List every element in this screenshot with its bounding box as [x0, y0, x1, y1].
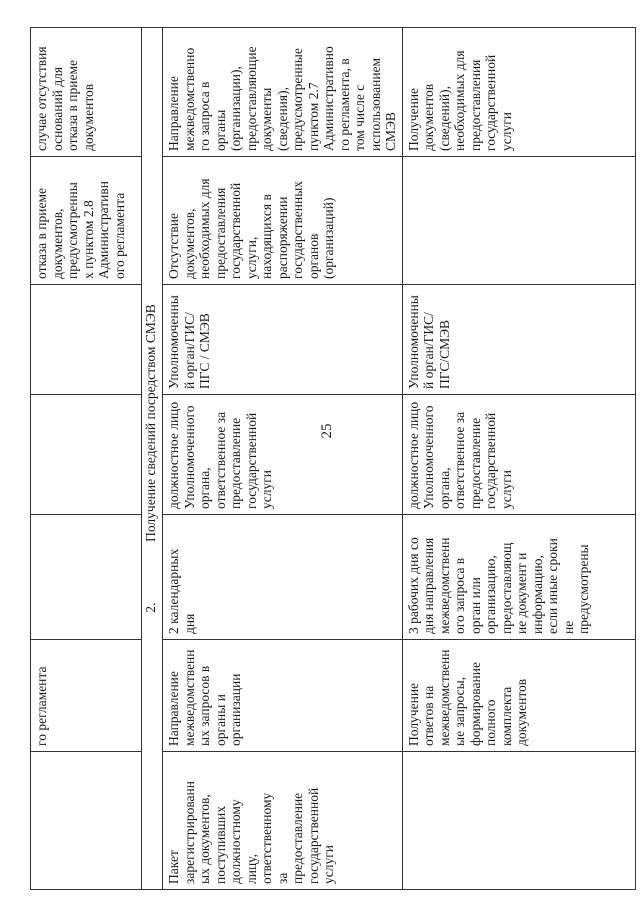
table-row [402, 28, 635, 890]
table-cell: отказа в приеме документов, предусмотренны х пунктом 2.8 Административн ого регламента [31, 157, 142, 285]
table-cell: 3 рабочих дня со дня направления межведомственн ого запроса в орган или организацию, предоставляющ ие документ и информацию, если иные сроки не предусмотрены [402, 515, 635, 640]
section-header [142, 28, 163, 890]
table-cell: Отсутствие документов, необходимых для предоставления государственной услуги, находящихся в распоряжении государственных органов (организаций) [163, 157, 403, 285]
procedure-table [30, 27, 636, 890]
table-cell: Направление межведомственно го запроса в органы (организации), предоставляющие документы (сведения), предусмотренные пунктом 2.7 Административно го регламента, в том числе с использованием СМЭВ [163, 28, 403, 157]
table-cell [402, 157, 635, 285]
section-number: 2. [143, 602, 158, 613]
section-title: Получение сведений посредством СМЭВ [143, 304, 158, 542]
section-header-row [142, 28, 163, 890]
table-row [31, 28, 142, 890]
rotated-table-frame [30, 28, 610, 890]
table-cell: должностное лицо Уполномоченного органа, ответственное за предоставление государственной услуги [402, 395, 635, 515]
table-cell: Направление межведомственн ых запросов в органы и организации [163, 640, 403, 752]
page-number: 25 [319, 423, 335, 439]
table-cell [31, 515, 142, 640]
table-cell [31, 395, 142, 515]
table-cell [31, 752, 142, 890]
table-cell [31, 285, 142, 395]
table-row [163, 28, 403, 890]
table-cell: 2 календарных дня [163, 515, 403, 640]
table-cell: должностное лицо Уполномоченного органа, ответственное за предоставление государственной услуги [163, 395, 403, 515]
table-rotation-layer [30, 28, 610, 890]
table-cell: Уполномоченны й орган/ГИС/ ПГС/СМЭВ [402, 285, 635, 395]
table-cell: Получение документов (сведений), необходимых для предоставления государственной услуги [402, 28, 635, 157]
table-cell [402, 752, 635, 890]
table-cell: Уполномоченны й орган/ГИС/ ПГС / СМЭВ [163, 285, 403, 395]
table-cell: случае отсутствия оснований для отказа в приеме документов [31, 28, 142, 157]
table-cell: Пакет зарегистрированн ых документов, поступивших должностному лицу, ответственному за предоставление государственной услуги [163, 752, 403, 890]
table-cell: го регламента [31, 640, 142, 752]
table-cell: Получение ответов на межведомственн ые запросы, формирование полного комплекта документов [402, 640, 635, 752]
